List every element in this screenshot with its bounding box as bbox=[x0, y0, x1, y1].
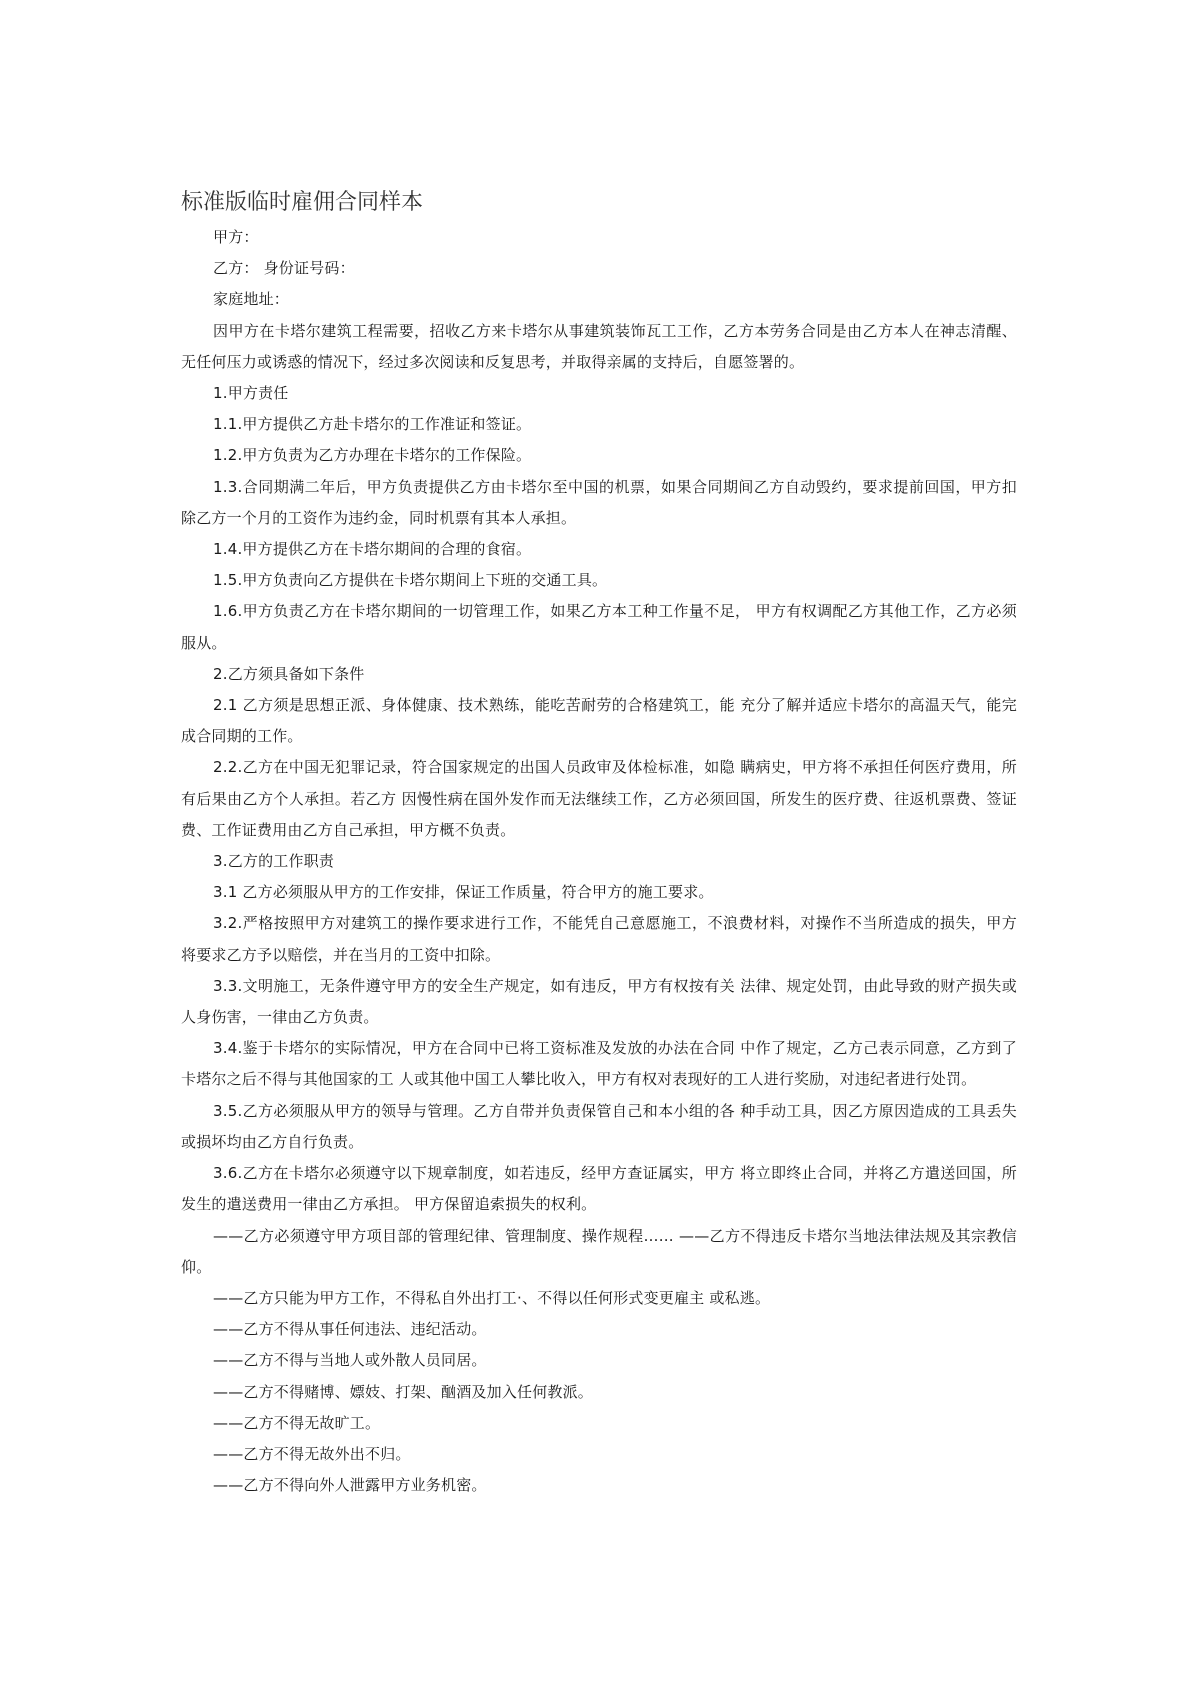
rule-item: ——乙方不得与当地人或外散人员同居。 bbox=[213, 1351, 487, 1370]
rule-item: ——乙方只能为甲方工作，不得私自外出打工·、不得以任何形式变更雇主 或私逃。 bbox=[213, 1288, 771, 1307]
rule-item: ——乙方不得无故旷工。 bbox=[213, 1413, 381, 1432]
rule-item: ——乙方不得向外人泄露甲方业务机密。 bbox=[213, 1476, 487, 1495]
clause-1-3: 1.3.合同期满二年后，甲方负责提供乙方由卡塔尔至中国的机票，如果合同期间乙方自动毁约，要求提前回国，甲方扣除乙方一个月的工资作为违约金，同时机票有其本人承担。 bbox=[181, 477, 1017, 527]
rule-item: ——乙方必须遵守甲方项目部的管理纪律、管理制度、操作规程…… ——乙方不得违反卡塔尔当地法律法规及其宗教信仰。 bbox=[181, 1226, 1017, 1276]
rule-item: ——乙方不得无故外出不归。 bbox=[213, 1444, 411, 1463]
party-a-line: 甲方： bbox=[213, 228, 259, 246]
clause-3-3: 3.3.文明施工，无条件遵守甲方的安全生产规定，如有违反，甲方有权按有关 法律、规定处罚，由此导致的财产损失或人身伤害，一律由乙方负责。 bbox=[181, 976, 1017, 1027]
clause-3-2: 3.2.严格按照甲方对建筑工的操作要求进行工作，不能凭自己意愿施工，不浪费材料，对操作不当所造成的损失，甲方将要求乙方予以赔偿，并在当月的工资中扣除。 bbox=[181, 914, 1017, 964]
clause-1-6: 1.6.甲方负责乙方在卡塔尔期间的一切管理工作，如果乙方本工种工作量不足， 甲方有权调配乙方其他工作，乙方必须服从。 bbox=[181, 602, 1017, 652]
clause-3-5: 3.5.乙方必须服从甲方的领导与管理。乙方自带并负责保管自己和本小组的各 种手动工具，因乙方原因造成的工具丢失或损坏均由乙方自行负责。 bbox=[181, 1101, 1017, 1151]
section-heading-1: 1.甲方责任 bbox=[213, 384, 289, 403]
clause-2-2: 2.2.乙方在中国无犯罪记录，符合国家规定的出国人员政审及体检标准，如隐 瞒病史，甲方将不承担任何医疗费用，所有后果由乙方个人承担。若乙方 因慢性病在国外发作而无法继续工作，乙方必须回国，所发生的医疗费、往返机票费、签证费、工作证费用由乙方自己承担，甲方概不负责。 bbox=[181, 758, 1017, 839]
section-heading-2: 2.乙方须具备如下条件 bbox=[213, 664, 365, 683]
rule-item: ——乙方不得从事任何违法、违纪活动。 bbox=[213, 1320, 487, 1339]
clause-1-5: 1.5.甲方负责向乙方提供在卡塔尔期间上下班的交通工具。 bbox=[213, 571, 608, 590]
home-address-line: 家庭地址： bbox=[213, 290, 290, 309]
section-heading-3: 3.乙方的工作职责 bbox=[213, 852, 335, 871]
rule-item: ——乙方不得赌博、嫖妓、打架、酗酒及加入任何教派。 bbox=[213, 1382, 594, 1401]
document-page bbox=[181, 186, 1017, 1501]
clause-3-4: 3.4.鉴于卡塔尔的实际情况，甲方在合同中已将工资标准及发放的办法在合同 中作了规定，乙方己表示同意，乙方到了卡塔尔之后不得与其他国家的工 人或其他中国工人攀比收入，甲方有权对表现好的工人进行奖励，对违纪者进行处罚。 bbox=[181, 1039, 1017, 1089]
party-b-line: 乙方： 身份证号码： bbox=[213, 259, 355, 278]
document-title: 标准版临时雇佣合同样本 bbox=[181, 190, 424, 215]
clause-3-1: 3.1 乙方必须服从甲方的工作安排，保证工作质量，符合甲方的施工要求。 bbox=[213, 883, 714, 902]
clause-1-1: 1.1.甲方提供乙方赴卡塔尔的工作准证和签证。 bbox=[213, 415, 532, 434]
clause-1-2: 1.2.甲方负责为乙方办理在卡塔尔的工作保险。 bbox=[213, 446, 532, 465]
clause-1-4: 1.4.甲方提供乙方在卡塔尔期间的合理的食宿。 bbox=[213, 540, 532, 559]
preamble-paragraph: 因甲方在卡塔尔建筑工程需要，招收乙方来卡塔尔从事建筑装饰瓦工工作，乙方本劳务合同是由乙方本人在神志清醒、无任何压力或诱惑的情况下，经过多次阅读和反复思考，并取得亲属的支持后，自愿签署的。 bbox=[181, 321, 1017, 371]
clause-3-6: 3.6.乙方在卡塔尔必须遵守以下规章制度，如若违反，经甲方查证属实，甲方 将立即终止合同，并将乙方遣送回国，所发生的遣送费用一律由乙方承担。 甲方保留追索损失的权利。 bbox=[181, 1164, 1017, 1214]
clause-2-1: 2.1 乙方须是思想正派、身体健康、技术熟练，能吃苦耐劳的合格建筑工，能 充分了解并适应卡塔尔的高温天气，能完成合同期的工作。 bbox=[181, 696, 1017, 746]
